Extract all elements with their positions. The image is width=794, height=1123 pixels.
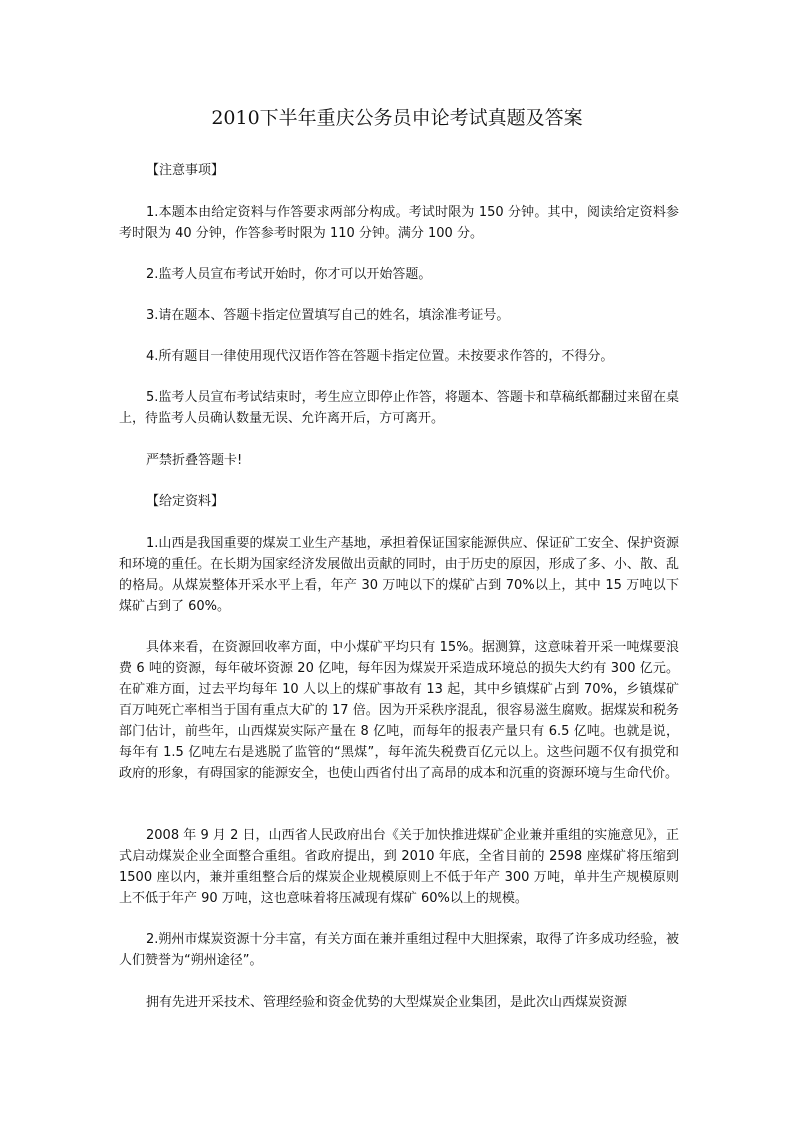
warning-text: 严禁折叠答题卡!: [146, 453, 243, 468]
material-paragraph-3: 2008 年 9 月 2 日，山西省人民政府出台《关于加快推进煤矿企业兼并重组的实施意见》，正式启动煤炭企业全面整合重组。省政府提出，到 2010 年底，全省目前的 2598 座煤矿将压缩到 1500 座以内，兼并重组整合后的煤炭企业规模原则上不低于年产 300 万吨，单井生产规模原则上不低于年产 90 万吨，这也意味着将压减现有煤矿 60%以上的规模。: [119, 828, 679, 906]
notice-item-5: 5.监考人员宣布考试结束时，考生应立即停止作答，将题本、答题卡和草稿纸都翻过来留在桌上，待监考人员确认数量无误、允许离开后，方可离开。: [119, 390, 679, 426]
material-paragraph-5: 拥有先进开采技术、管理经验和资金优势的大型煤炭企业集团，是此次山西煤炭资源: [146, 995, 628, 1010]
material-paragraph-1: 1.山西是我国重要的煤炭工业生产基地，承担着保证国家能源供应、保证矿工安全、保护资源和环境的重任。在长期为国家经济发展做出贡献的同时，由于历史的原因，形成了多、小、散、乱的格局。从煤炭整体开采水平上看，年产 30 万吨以下的煤矿占到 70%以上，其中 15 万吨以下煤矿占到了 60%。: [119, 536, 679, 614]
notice-item-4: 4.所有题目一律使用现代汉语作答在答题卡指定位置。未按要求作答的，不得分。: [146, 349, 614, 364]
notice-heading: 【注意事项】: [146, 163, 225, 178]
notice-item-1: 1.本题本由给定资料与作答要求两部分构成。考试时限为 150 分钟。其中，阅读给定资料参考时限为 40 分钟，作答参考时限为 110 分钟。满分 100 分。: [119, 205, 679, 241]
notice-item-2: 2.监考人员宣布考试开始时，你才可以开始答题。: [146, 267, 432, 282]
material-paragraph-4: 2.朔州市煤炭资源十分丰富，有关方面在兼并重组过程中大胆探索，取得了许多成功经验，被人们赞誉为“朔州途径”。: [119, 932, 679, 968]
material-paragraph-2: 具体来看，在资源回收率方面，中小煤矿平均只有 15%。据测算，这意味着开采一吨煤要浪费 6 吨的资源，每年破坏资源 20 亿吨，每年因为煤炭开采造成环境总的损失大约有 300 亿元。在矿难方面，过去平均每年 10 人以上的煤矿事故有 13 起，其中乡镇煤矿占到 70%，乡镇煤矿百万吨死亡率相当于国有重点大矿的 17 倍。因为开采秩序混乱，很容易滋生腐败。据煤炭和税务部门估计，前些年，山西煤炭实际产量在 8 亿吨，而每年的报表产量只有 6.5 亿吨。也就是说，每年有 1.5 亿吨左右是逃脱了监管的“黑煤”，每年流失税费百亿元以上。这些问题不仅有损党和政府的形象，有碍国家的能源安全，也使山西省付出了高昂的成本和沉重的资源环境与生命代价。: [119, 640, 679, 781]
notice-item-3: 3.请在题本、答题卡指定位置填写自己的姓名，填涂准考证号。: [146, 308, 510, 323]
materials-heading: 【给定资料】: [146, 494, 225, 509]
document-title: 2010下半年重庆公务员申论考试真题及答案: [211, 107, 583, 129]
